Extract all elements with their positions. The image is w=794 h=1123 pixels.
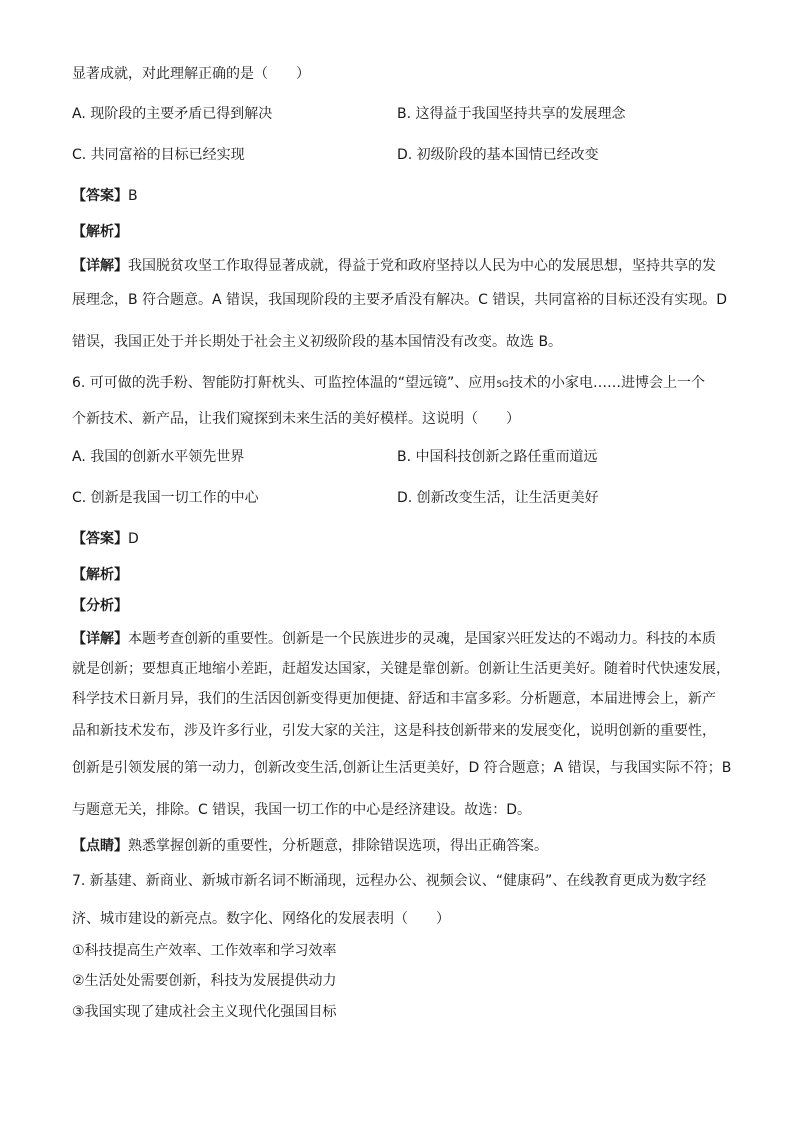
q7-item-3: ③我国实现了建成社会主义现代化强国目标 [72, 1004, 337, 1020]
q6-dianjing-text: 熟悉掌握创新的重要性，分析题意，排除错误选项，得出正确答案。 [128, 838, 548, 854]
q6-stem-line-2: 个新技术、新产品，让我们窥探到未来生活的美好模样。这说明（ ） [72, 411, 520, 427]
q6-option-b: B. 中国科技创新之路任重而道远 [397, 449, 598, 465]
q5-option-d: D. 初级阶段的基本国情已经改变 [397, 147, 599, 163]
q5-answer: B [128, 188, 138, 204]
q6-stem-5g: 5G [496, 380, 510, 390]
q6-detail-tag: 【详解】 [72, 631, 128, 647]
q6-answer: D [128, 531, 139, 547]
q5-answer-tag: 【答案】 [72, 188, 128, 204]
q6-detail-line-3: 科学技术日新月异，我们的生活因创新变得更加便捷、舒适和丰富多彩。分析题意，本届进博会上，新产 [72, 691, 716, 707]
q5-detail-tag: 【详解】 [72, 258, 128, 274]
q6-detail-line-5: 创新是引领发展的第一动力，创新改变生活,创新让生活更美好，D 符合题意；A 错误，与我国实际不符；B [72, 760, 732, 776]
q5-detail-line-3: 错误，我国正处于并长期处于社会主义初级阶段的基本国情没有改变。故选 B。 [72, 334, 563, 350]
q6-detail-line-2: 就是创新；要想真正地缩小差距，赶超发达国家，关键是靠创新。创新让生活更美好。随着时代快速发展， [72, 661, 730, 677]
q6-answer-tag: 【答案】 [72, 531, 128, 547]
q6-option-c: C. 创新是我国一切工作的中心 [72, 490, 259, 506]
q5-analysis-tag [72, 222, 128, 242]
q5-detail-line-1 [72, 256, 724, 276]
q6-dianjing-line [72, 836, 548, 856]
q6-detail-text-1: 本题考查创新的重要性。创新是一个民族进步的灵魂，是国家兴旺发达的不竭动力。科技的本质 [128, 631, 716, 647]
q7-stem-line-2: 济、城市建设的新亮点。数字化、网络化的发展表明（ ） [72, 911, 450, 927]
q7-item-2: ②生活处处需要创新，科技为发展提供动力 [72, 973, 337, 989]
q5-option-c: C. 共同富裕的目标已经实现 [72, 147, 245, 163]
q6-detail-line-4: 品和新技术发布，涉及许多行业，引发大家的关注，这是科技创新带来的发展变化，说明创新的重要性， [72, 723, 716, 739]
q5-detail-text-1: 我国脱贫攻坚工作取得显著成就，得益于党和政府坚持以人民为中心的发展思想，坚持共享的发 [128, 258, 716, 274]
q6-analysis-label: 【解析】 [72, 567, 128, 583]
q6-detail-line-1 [72, 629, 724, 649]
q6-dianjing-tag: 【点睛】 [72, 838, 128, 854]
q6-option-d: D. 创新改变生活，让生活更美好 [397, 490, 599, 506]
q6-stem-part-a: 6. 可可做的洗手粉、智能防打鼾枕头、可监控体温的“望远镜”、应用 [72, 375, 497, 391]
q6-fenxi-label: 【分析】 [72, 598, 128, 614]
q6-stem-part-c: 技术的小家电……进博会上一个 [509, 375, 706, 391]
q5-stem-tail: 显著成就，对此理解正确的是（ ） [72, 66, 310, 82]
q6-stem-line-1 [72, 373, 705, 395]
q6-answer-line [72, 529, 139, 549]
q7-stem-line-1: 7. 新基建、新商业、新城市新名词不断涌现，远程办公、视频会议、“健康码”、在线教育更成为数字经 [72, 873, 707, 889]
q5-analysis-label: 【解析】 [72, 224, 128, 240]
q6-option-a: A. 我国的创新水平领先世界 [72, 449, 245, 465]
q6-fenxi-tag [72, 596, 128, 616]
q5-detail-line-2: 展理念，B 符合题意。A 错误，我国现阶段的主要矛盾没有解决。C 错误，共同富裕的目标还没有实现。D [72, 292, 728, 308]
q7-item-1: ①科技提高生产效率、工作效率和学习效率 [72, 943, 337, 959]
q5-option-a: A. 现阶段的主要矛盾已得到解决 [72, 106, 273, 122]
q5-option-b: B. 这得益于我国坚持共享的发展理念 [397, 106, 626, 122]
q6-analysis-tag [72, 565, 128, 585]
q6-detail-line-6: 与题意无关，排除。C 错误，我国一切工作的中心是经济建设。故选：D。 [72, 802, 532, 818]
q5-answer-line [72, 186, 138, 206]
